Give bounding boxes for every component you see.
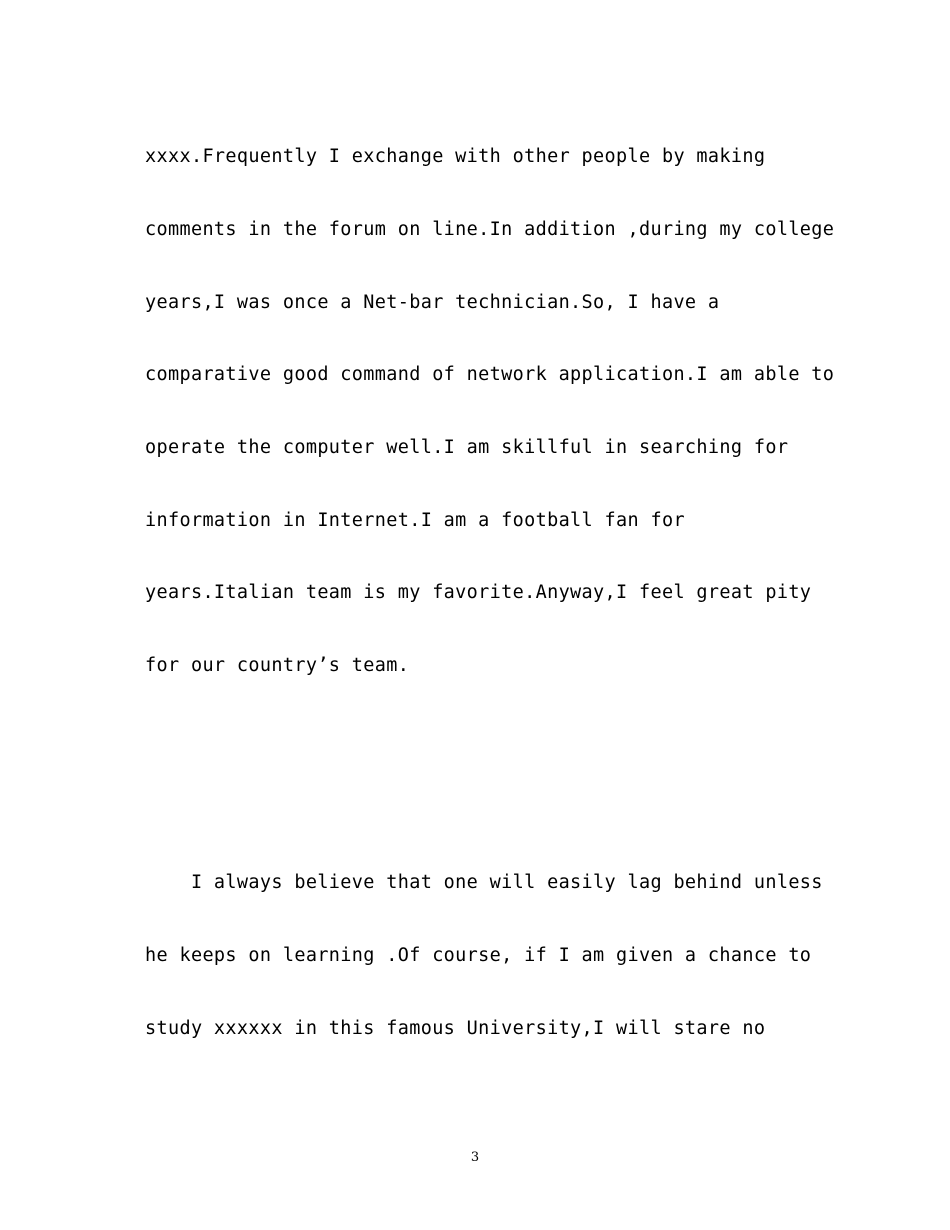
page-number: 3: [470, 1150, 480, 1165]
text-line: study xxxxxx in this famous University,I will stare no: [145, 1018, 766, 1039]
text-line: I always believe that one will easily lag behind unless: [145, 872, 823, 893]
text-line: information in Internet.I am a football fan for: [145, 510, 685, 531]
text-line: years,I was once a Net-bar technician.So, I have a: [145, 292, 720, 313]
text-line: comments in the forum on line.In addition ,during my college: [145, 219, 835, 240]
text-line: xxxx.Frequently I exchange with other people by making: [145, 146, 766, 167]
text-line: years.Italian team is my favorite.Anyway,I feel great pity: [145, 582, 812, 603]
text-line: comparative good command of network application.I am able to: [145, 364, 835, 385]
text-line: he keeps on learning .Of course, if I am given a chance to: [145, 945, 812, 966]
text-line: operate the computer well.I am skillful in searching for: [145, 437, 789, 458]
text-line: for our country’s team.: [145, 655, 410, 676]
